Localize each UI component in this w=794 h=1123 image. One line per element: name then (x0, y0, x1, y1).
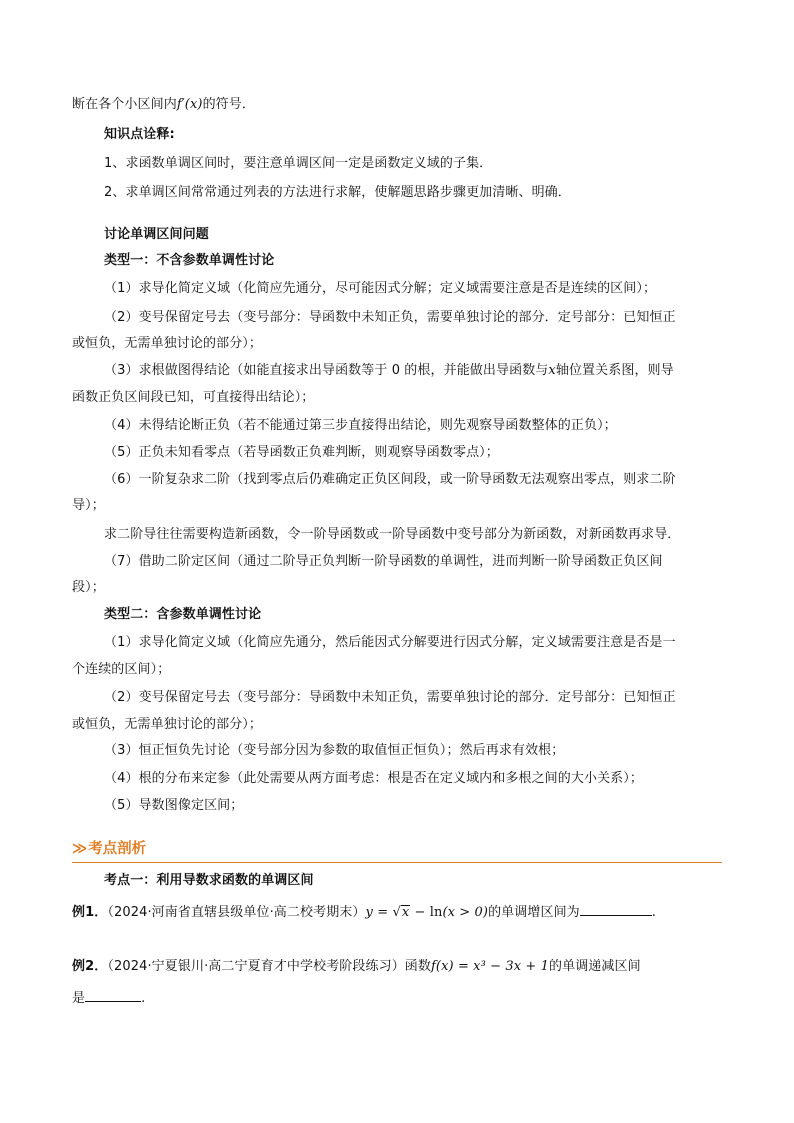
type1-line: （5）正负未知看零点（若导函数正负难判断，则观察导函数零点）； (104, 445, 499, 460)
double-chevron-icon: ≫ (72, 841, 85, 857)
type1-line: （7）借助二阶定区间（通过二阶导正负判断一阶导函数的单调性，进而判断一阶导函数正负区间 (104, 554, 663, 569)
type2-line: （2）变号保留定号去（变号部分：导函数中未知正负，需要单独讨论的部分．定号部分：已知恒正 (104, 690, 676, 705)
sqrt-radicand: x (401, 905, 410, 920)
note-item-2: 2、求单调区间常常通过列表的方法进行求解，使解题思路步骤更加清晰、明确． (104, 185, 571, 200)
analysis-heading (72, 839, 146, 859)
type1-line: 求二阶导往往需要构造新函数，令一阶导函数或一阶导函数中变号部分为新函数，对新函数再求导． (104, 527, 681, 542)
intro-lead: 断在各个小区间内 (72, 97, 177, 112)
type1-title: 类型一：不含参数单调性讨论 (104, 253, 275, 268)
type1-line: （6）一阶复杂求二阶（找到零点后仍难确定正负区间段，或一阶导函数无法观察出零点，则求二阶 (104, 472, 676, 487)
type2-line: （5）导数图像定区间； (104, 798, 244, 813)
type1-line: 段）； (72, 580, 105, 595)
type2-line: 或恒负，无需单独讨论的部分）； (72, 717, 263, 732)
type1-line: 或恒负，无需单独讨论的部分）； (72, 336, 263, 351)
type1-line: （4）未得结论断正负（若不能通过第三步直接得出结论，则先观察导函数整体的正负）； (104, 418, 617, 433)
example-2: 例2．（2024·宁夏银川·高二宁夏育才中学校考阶段练习）函数f(x) = x³ − 3x + 1的单调递减区间 (72, 959, 641, 974)
type2-line: （4）根的分布来定参（此处需要从两方面考虑：根是否在定义域内和多根之间的大小关系）； (104, 771, 643, 786)
notes-title: 知识点诠释: (104, 127, 175, 142)
type1-line: （1）求导化简定义域（化简应先通分，尽可能因式分解；定义域需要注意是否是连续的区间）； (104, 281, 657, 296)
example-1: 例1．（2024·河南省直辖县级单位·高二校考期末）y = √x − ln(x > 0)的单调增区间为 . (72, 901, 656, 922)
analysis-title: 考点剖析 (88, 841, 147, 857)
type2-line: 个连续的区间）； (72, 662, 171, 677)
intro-tail: 的符号． (202, 97, 255, 112)
example-source: （2024·宁夏银川·高二宁夏育才中学校考阶段练习）函数 (107, 959, 432, 974)
section-divider (72, 862, 722, 863)
type1-line: （2）变号保留定号去（变号部分：导函数中未知正负，需要单独讨论的部分．定号部分：已知恒正 (104, 310, 676, 325)
type1-line: （3）求根做图得结论（如能直接求出导函数等于 0 的根，并能做出导函数与x轴位置关系图，则导 (104, 363, 674, 378)
discussion-title: 讨论单调区间问题 (104, 227, 209, 242)
intro-line (72, 96, 255, 114)
type2-line: （3）恒正恒负先讨论（变号部分因为参数的取值恒正恒负）；然后再求有效根； (104, 743, 565, 758)
example-label: 例2． (72, 959, 108, 974)
type2-title: 类型二：含参数单调性讨论 (104, 607, 262, 622)
note-item-1: 1、求函数单调区间时，要注意单调区间一定是函数定义域的子集． (104, 156, 493, 171)
answer-blank[interactable] (85, 987, 141, 1002)
example-label: 例1． (72, 905, 108, 920)
example-2-cont: 是 . (72, 987, 145, 1008)
point1-title: 考点一：利用导数求函数的单调区间 (104, 873, 314, 888)
type1-line: 函数正负区间段已知，可直接得出结论）； (72, 390, 315, 405)
answer-blank[interactable] (580, 901, 652, 916)
example-source: （2024·河南省直辖县级单位·高二校考期末） (107, 905, 366, 920)
type2-line: （1）求导化简定义域（化简应先通分，然后能因式分解要进行因式分解，定义域需要注意是否是一 (104, 635, 676, 650)
fprime-formula: f′(x) (176, 97, 203, 112)
type1-line: 导）； (72, 498, 105, 513)
x-variable: x (548, 363, 556, 378)
